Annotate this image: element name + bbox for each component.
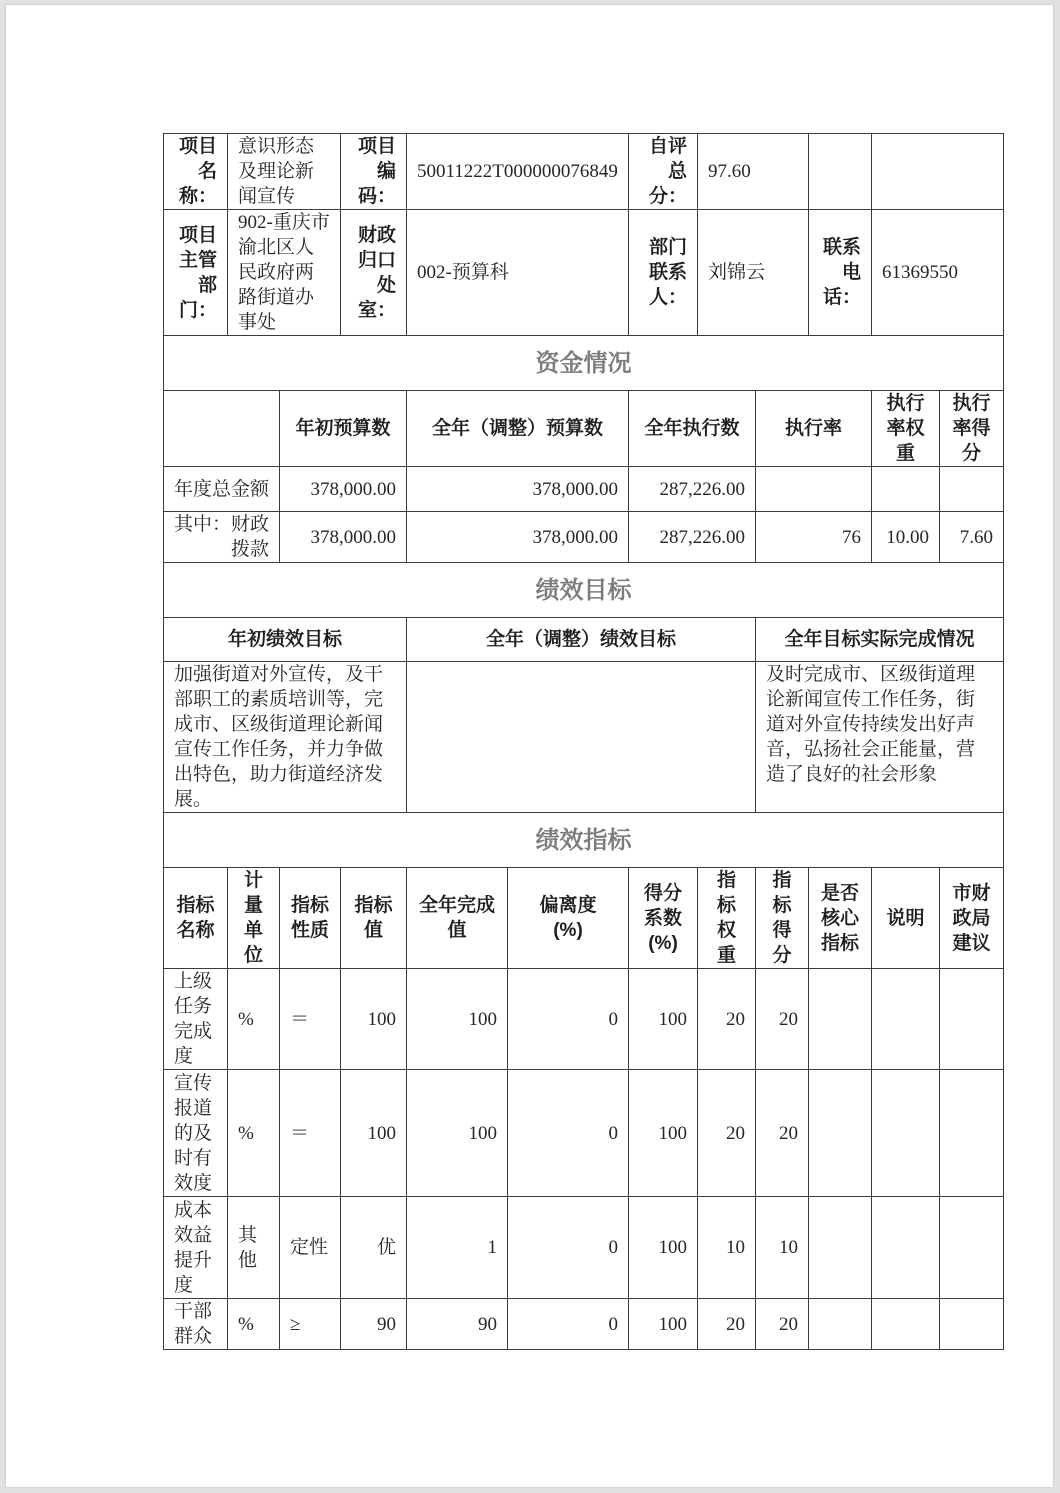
ind-nature: ＝ xyxy=(280,969,341,1070)
phone-value: 61369550 xyxy=(872,210,1004,336)
ind-coefficient: 100 xyxy=(629,1070,698,1197)
funding-header-rate-weight-cell xyxy=(872,391,940,467)
indicator-row xyxy=(164,1197,1004,1299)
ind-suggestion xyxy=(940,1299,1004,1350)
project-code-value: 50011222T000000076849 xyxy=(407,134,629,210)
ind-weight: 20 xyxy=(698,1070,756,1197)
ind-weight: 20 xyxy=(698,1299,756,1350)
empty-cell xyxy=(164,391,280,467)
ind-header-target-cell xyxy=(341,868,407,969)
project-name-label: 项目名称： xyxy=(178,136,217,207)
phone-label-cell xyxy=(809,210,872,336)
ind-score: 10 xyxy=(756,1197,809,1299)
finance-office-label: 财政归口处室： xyxy=(358,224,397,321)
ind-header-unit: 计量单位 xyxy=(243,870,263,966)
ind-note xyxy=(872,1299,940,1350)
ind-header-suggestion-cell xyxy=(940,868,1004,969)
ind-coefficient: 100 xyxy=(629,1197,698,1299)
ind-header-coefficient: 得分系数(%) xyxy=(644,882,683,954)
ind-name: 上级任务完成度 xyxy=(174,971,213,1067)
funding-row-initial: 378,000.00 xyxy=(280,467,407,512)
ind-score: 20 xyxy=(756,969,809,1070)
project-info-row-2 xyxy=(164,210,1004,336)
goals-section-row xyxy=(164,563,1004,618)
ind-name-cell xyxy=(164,1197,228,1299)
goals-header-adjusted: 全年（调整）绩效目标 xyxy=(407,618,756,662)
dept-value: 902-重庆市渝北区人民政府两路街道办事处 xyxy=(228,210,341,336)
funding-row-adjusted: 378,000.00 xyxy=(407,512,629,563)
finance-office-value: 002-预算科 xyxy=(407,210,629,336)
ind-coefficient: 100 xyxy=(629,1299,698,1350)
funding-header-rate-score: 执行率得分 xyxy=(952,393,991,464)
goals-header-initial: 年初绩效目标 xyxy=(164,618,407,662)
funding-header-row xyxy=(164,391,1004,467)
ind-name-cell xyxy=(164,1299,228,1350)
funding-row-adjusted: 378,000.00 xyxy=(407,467,629,512)
funding-row-rate-weight: 10.00 xyxy=(872,512,940,563)
ind-target: 100 xyxy=(341,969,407,1070)
goals-initial-text: 加强街道对外宣传，及干部职工的素质培训等，完成市、区级街道理论新闻宣传工作任务，并力争做出特色，助力街道经济发展。 xyxy=(164,662,407,813)
project-name-value: 意识形态及理论新闻宣传 xyxy=(228,134,341,210)
goals-section-title: 绩效目标 xyxy=(164,563,1004,618)
ind-header-core: 是否核心指标 xyxy=(821,882,860,954)
ind-unit: % xyxy=(238,1008,254,1030)
ind-header-weight: 指标权重 xyxy=(717,870,737,966)
ind-deviation: 0 xyxy=(508,1197,629,1299)
ind-header-target: 指标值 xyxy=(354,895,393,941)
self-score-value: 97.60 xyxy=(698,134,809,210)
ind-unit-cell xyxy=(228,1197,280,1299)
ind-suggestion xyxy=(940,1197,1004,1299)
project-name-label-cell xyxy=(164,134,228,210)
ind-header-nature-cell xyxy=(280,868,341,969)
self-score-label-cell xyxy=(629,134,698,210)
funding-row-executed: 287,226.00 xyxy=(629,512,756,563)
funding-row-rate xyxy=(756,467,872,512)
indicators-section-row xyxy=(164,813,1004,868)
ind-actual: 100 xyxy=(407,969,508,1070)
ind-target: 100 xyxy=(341,1070,407,1197)
ind-header-note: 说明 xyxy=(886,907,925,929)
funding-section-title: 资金情况 xyxy=(164,336,1004,391)
ind-suggestion xyxy=(940,969,1004,1070)
indicators-header-row xyxy=(164,868,1004,969)
ind-weight: 20 xyxy=(698,969,756,1070)
contact-value: 刘锦云 xyxy=(698,210,809,336)
phone-label: 联系电话： xyxy=(823,237,862,308)
funding-row-label: 年度总金额 xyxy=(164,467,280,512)
ind-note xyxy=(872,1197,940,1299)
ind-header-coefficient-cell xyxy=(629,868,698,969)
ind-unit-cell xyxy=(228,1070,280,1197)
ind-name: 成本效益提升度 xyxy=(174,1199,213,1296)
funding-header-rate-score-cell xyxy=(940,391,1004,467)
project-info-row-1 xyxy=(164,134,1004,210)
funding-row-initial: 378,000.00 xyxy=(280,512,407,563)
dept-label-cell xyxy=(164,210,228,336)
funding-row xyxy=(164,512,1004,563)
indicator-row xyxy=(164,1070,1004,1197)
ind-header-actual-cell xyxy=(407,868,508,969)
dept-label: 项目主管部门： xyxy=(178,224,217,321)
ind-header-deviation: 偏离度(%) xyxy=(539,895,597,941)
ind-name: 宣传报道的及时有效度 xyxy=(174,1072,213,1194)
funding-row xyxy=(164,467,1004,512)
goals-header-row xyxy=(164,618,1004,662)
ind-core xyxy=(809,1197,872,1299)
ind-nature: ＝ xyxy=(280,1070,341,1197)
ind-core xyxy=(809,1070,872,1197)
funding-header-initial: 年初预算数 xyxy=(280,391,407,467)
ind-header-score-cell xyxy=(756,868,809,969)
ind-weight: 10 xyxy=(698,1197,756,1299)
ind-note xyxy=(872,1070,940,1197)
funding-header-adjusted: 全年（调整）预算数 xyxy=(407,391,629,467)
ind-deviation: 0 xyxy=(508,1070,629,1197)
ind-name: 干部群众 xyxy=(174,1301,213,1347)
funding-header-rate-weight: 执行率权重 xyxy=(886,393,925,464)
funding-row-rate-score xyxy=(940,467,1004,512)
ind-unit-cell xyxy=(228,969,280,1070)
ind-actual: 100 xyxy=(407,1070,508,1197)
ind-header-suggestion: 市财政局建议 xyxy=(952,882,991,954)
ind-nature: ≥ xyxy=(280,1299,341,1350)
ind-header-note-cell xyxy=(872,868,940,969)
ind-unit: 其他 xyxy=(238,1224,258,1271)
project-code-label: 项目编码： xyxy=(358,136,397,207)
project-code-label-cell xyxy=(341,134,407,210)
funding-header-executed: 全年执行数 xyxy=(629,391,756,467)
self-score-label: 自评总分： xyxy=(649,136,688,207)
ind-core xyxy=(809,969,872,1070)
evaluation-table xyxy=(163,133,1004,1350)
ind-score: 20 xyxy=(756,1070,809,1197)
ind-name-cell xyxy=(164,969,228,1070)
goals-header-actual: 全年目标实际完成情况 xyxy=(756,618,1004,662)
ind-deviation: 0 xyxy=(508,969,629,1070)
ind-unit-cell xyxy=(228,1299,280,1350)
ind-header-actual: 全年完成值 xyxy=(419,895,496,941)
funding-header-rate: 执行率 xyxy=(756,391,872,467)
empty-cell xyxy=(872,134,1004,210)
funding-section-row xyxy=(164,336,1004,391)
goals-content-row xyxy=(164,662,1004,813)
ind-nature: 定性 xyxy=(280,1197,341,1299)
ind-header-deviation-cell xyxy=(508,868,629,969)
funding-row-executed: 287,226.00 xyxy=(629,467,756,512)
ind-target: 90 xyxy=(341,1299,407,1350)
ind-actual: 90 xyxy=(407,1299,508,1350)
ind-suggestion xyxy=(940,1070,1004,1197)
funding-row-label: 其中：财政拨款 xyxy=(164,512,280,563)
funding-row-rate: 76 xyxy=(756,512,872,563)
ind-coefficient: 100 xyxy=(629,969,698,1070)
ind-header-core-cell xyxy=(809,868,872,969)
ind-header-weight-cell xyxy=(698,868,756,969)
ind-target: 优 xyxy=(341,1197,407,1299)
ind-header-name: 指标名称 xyxy=(176,895,215,941)
ind-deviation: 0 xyxy=(508,1299,629,1350)
ind-core xyxy=(809,1299,872,1350)
ind-header-nature: 指标性质 xyxy=(290,895,329,941)
ind-header-name-cell xyxy=(164,868,228,969)
funding-row-rate-weight xyxy=(872,467,940,512)
ind-header-unit-cell xyxy=(228,868,280,969)
indicator-row xyxy=(164,1299,1004,1350)
ind-note xyxy=(872,969,940,1070)
contact-label: 部门联系人： xyxy=(649,237,688,308)
funding-row-rate-score: 7.60 xyxy=(940,512,1004,563)
ind-score: 20 xyxy=(756,1299,809,1350)
goals-adjusted-text xyxy=(407,662,756,813)
indicators-section-title: 绩效指标 xyxy=(164,813,1004,868)
finance-office-label-cell xyxy=(341,210,407,336)
ind-unit: % xyxy=(238,1313,254,1335)
empty-cell xyxy=(809,134,872,210)
indicator-row xyxy=(164,969,1004,1070)
ind-unit: % xyxy=(238,1122,254,1144)
goals-actual-text: 及时完成市、区级街道理论新闻宣传工作任务，街道对外宣传持续发出好声音，弘扬社会正能量，营造了良好的社会形象 xyxy=(756,662,1004,813)
contact-label-cell xyxy=(629,210,698,336)
ind-name-cell xyxy=(164,1070,228,1197)
ind-actual: 1 xyxy=(407,1197,508,1299)
ind-header-score: 指标得分 xyxy=(772,870,792,966)
